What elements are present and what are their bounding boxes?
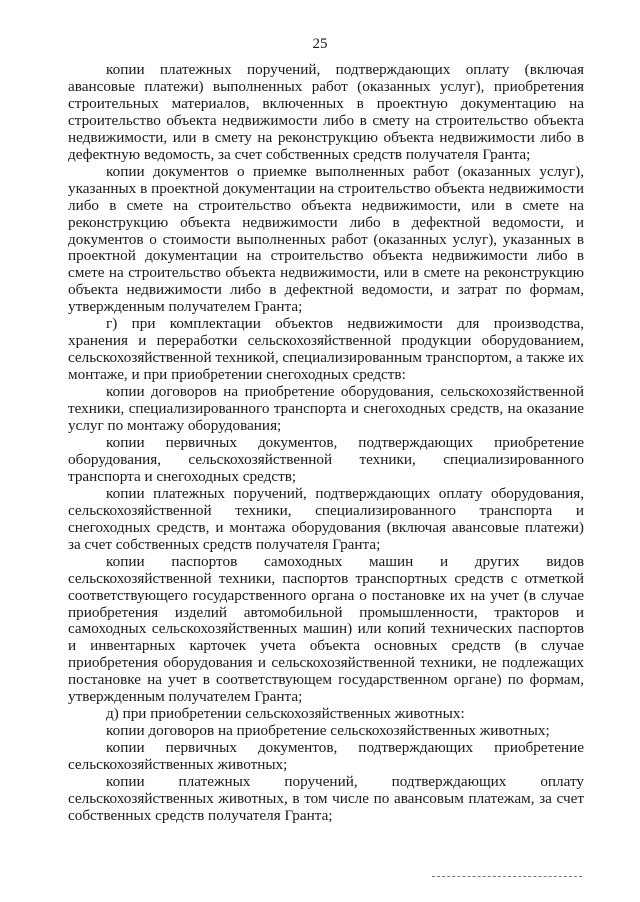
paragraph-equipment-payment-orders: копии платежных поручений, подтверждающих оплату оборудования, сельскохозяйственной техники, специализированного транспорта и снегоходных средств, и монтажа оборудования (включая авансовые платежи) за счет собственных средств получателя Гранта; xyxy=(68,484,584,553)
paragraph-item-g-equipment: г) при комплектации объектов недвижимости для производства, хранения и переработки сельскохозяйственной продукции оборудованием, сельскохозяйственной техникой, специализированным транспортом, а также их монтаже, и при приобретении снегоходных средств: xyxy=(68,315,584,384)
page-number: 25 xyxy=(312,36,328,52)
paragraph-animal-contracts: копии договоров на приобретение сельскохозяйственных животных; xyxy=(106,722,550,740)
paragraph-equipment-contracts: копии договоров на приобретение оборудования, сельскохозяйственной техники, специализированного транспорта и снегоходных средств, на оказание услуг по монтажу оборудования; xyxy=(68,383,584,435)
paragraph-animal-primary-docs: копии первичных документов, подтверждающих приобретение сельскохозяйственных животных; xyxy=(68,739,584,774)
paragraph-equipment-primary-docs: копии первичных документов, подтверждающих приобретение оборудования, сельскохозяйственной техники, специализированного транспорта и снегоходных средств; xyxy=(68,433,584,485)
paragraph-acceptance-documents: копии документов о приемке выполненных работ (оказанных услуг), указанных в проектной документации на строительство объекта недвижимости либо в смете на строительство объекта недвижимости, или в смете на реконструкцию объекта недвижимости либо в дефектной ведомости, и документов о стоимости выполненных работ (оказанных услуг), указанных в проектной документации на строительство объекта недвижимости либо в смете на строительство объекта недвижимости, или в смете на реконструкцию объекта недвижимости либо в дефектной ведомости, и затрат по формам, утвержденным получателем Гранта; xyxy=(68,162,584,316)
paragraph-animal-payment-orders: копии платежных поручений, подтверждающих оплату сельскохозяйственных животных, в том числе по авансовым платежам, за счет собственных средств получателя Гранта; xyxy=(68,773,584,824)
footer-divider xyxy=(432,876,582,877)
paragraph-payment-orders-works: копии платежных поручений, подтверждающих оплату (включая авансовые платежи) выполненных работ (оказанных услуг), приобретения строительных материалов, включенных в проектную документацию на строительство объекта недвижимости либо в смету на строительство объекта недвижимости, или в смету на реконструкцию объекта недвижимости либо в дефектную ведомость, за счет собственных средств получателя Гранта; xyxy=(68,61,584,163)
document-body xyxy=(68,62,584,825)
paragraph-machine-passports: копии паспортов самоходных машин и других видов сельскохозяйственной техники, паспортов транспортных средств с отметкой соответствующего государственного органа о постановке их на учет (в случае приобретения изделий автомобильной промышленности, тракторов и самоходных сельскохозяйственных машин) или копий технических паспортов и инвентарных карточек учета объекта основных средств (в случае приобретения оборудования и сельскохозяйственной техники, не подлежащих постановке на учет в соответствующем государственном органе) по формам, утвержденным получателем Гранта; xyxy=(68,552,584,706)
paragraph-item-d-animals: д) при приобретении сельскохозяйственных животных: xyxy=(106,705,465,723)
